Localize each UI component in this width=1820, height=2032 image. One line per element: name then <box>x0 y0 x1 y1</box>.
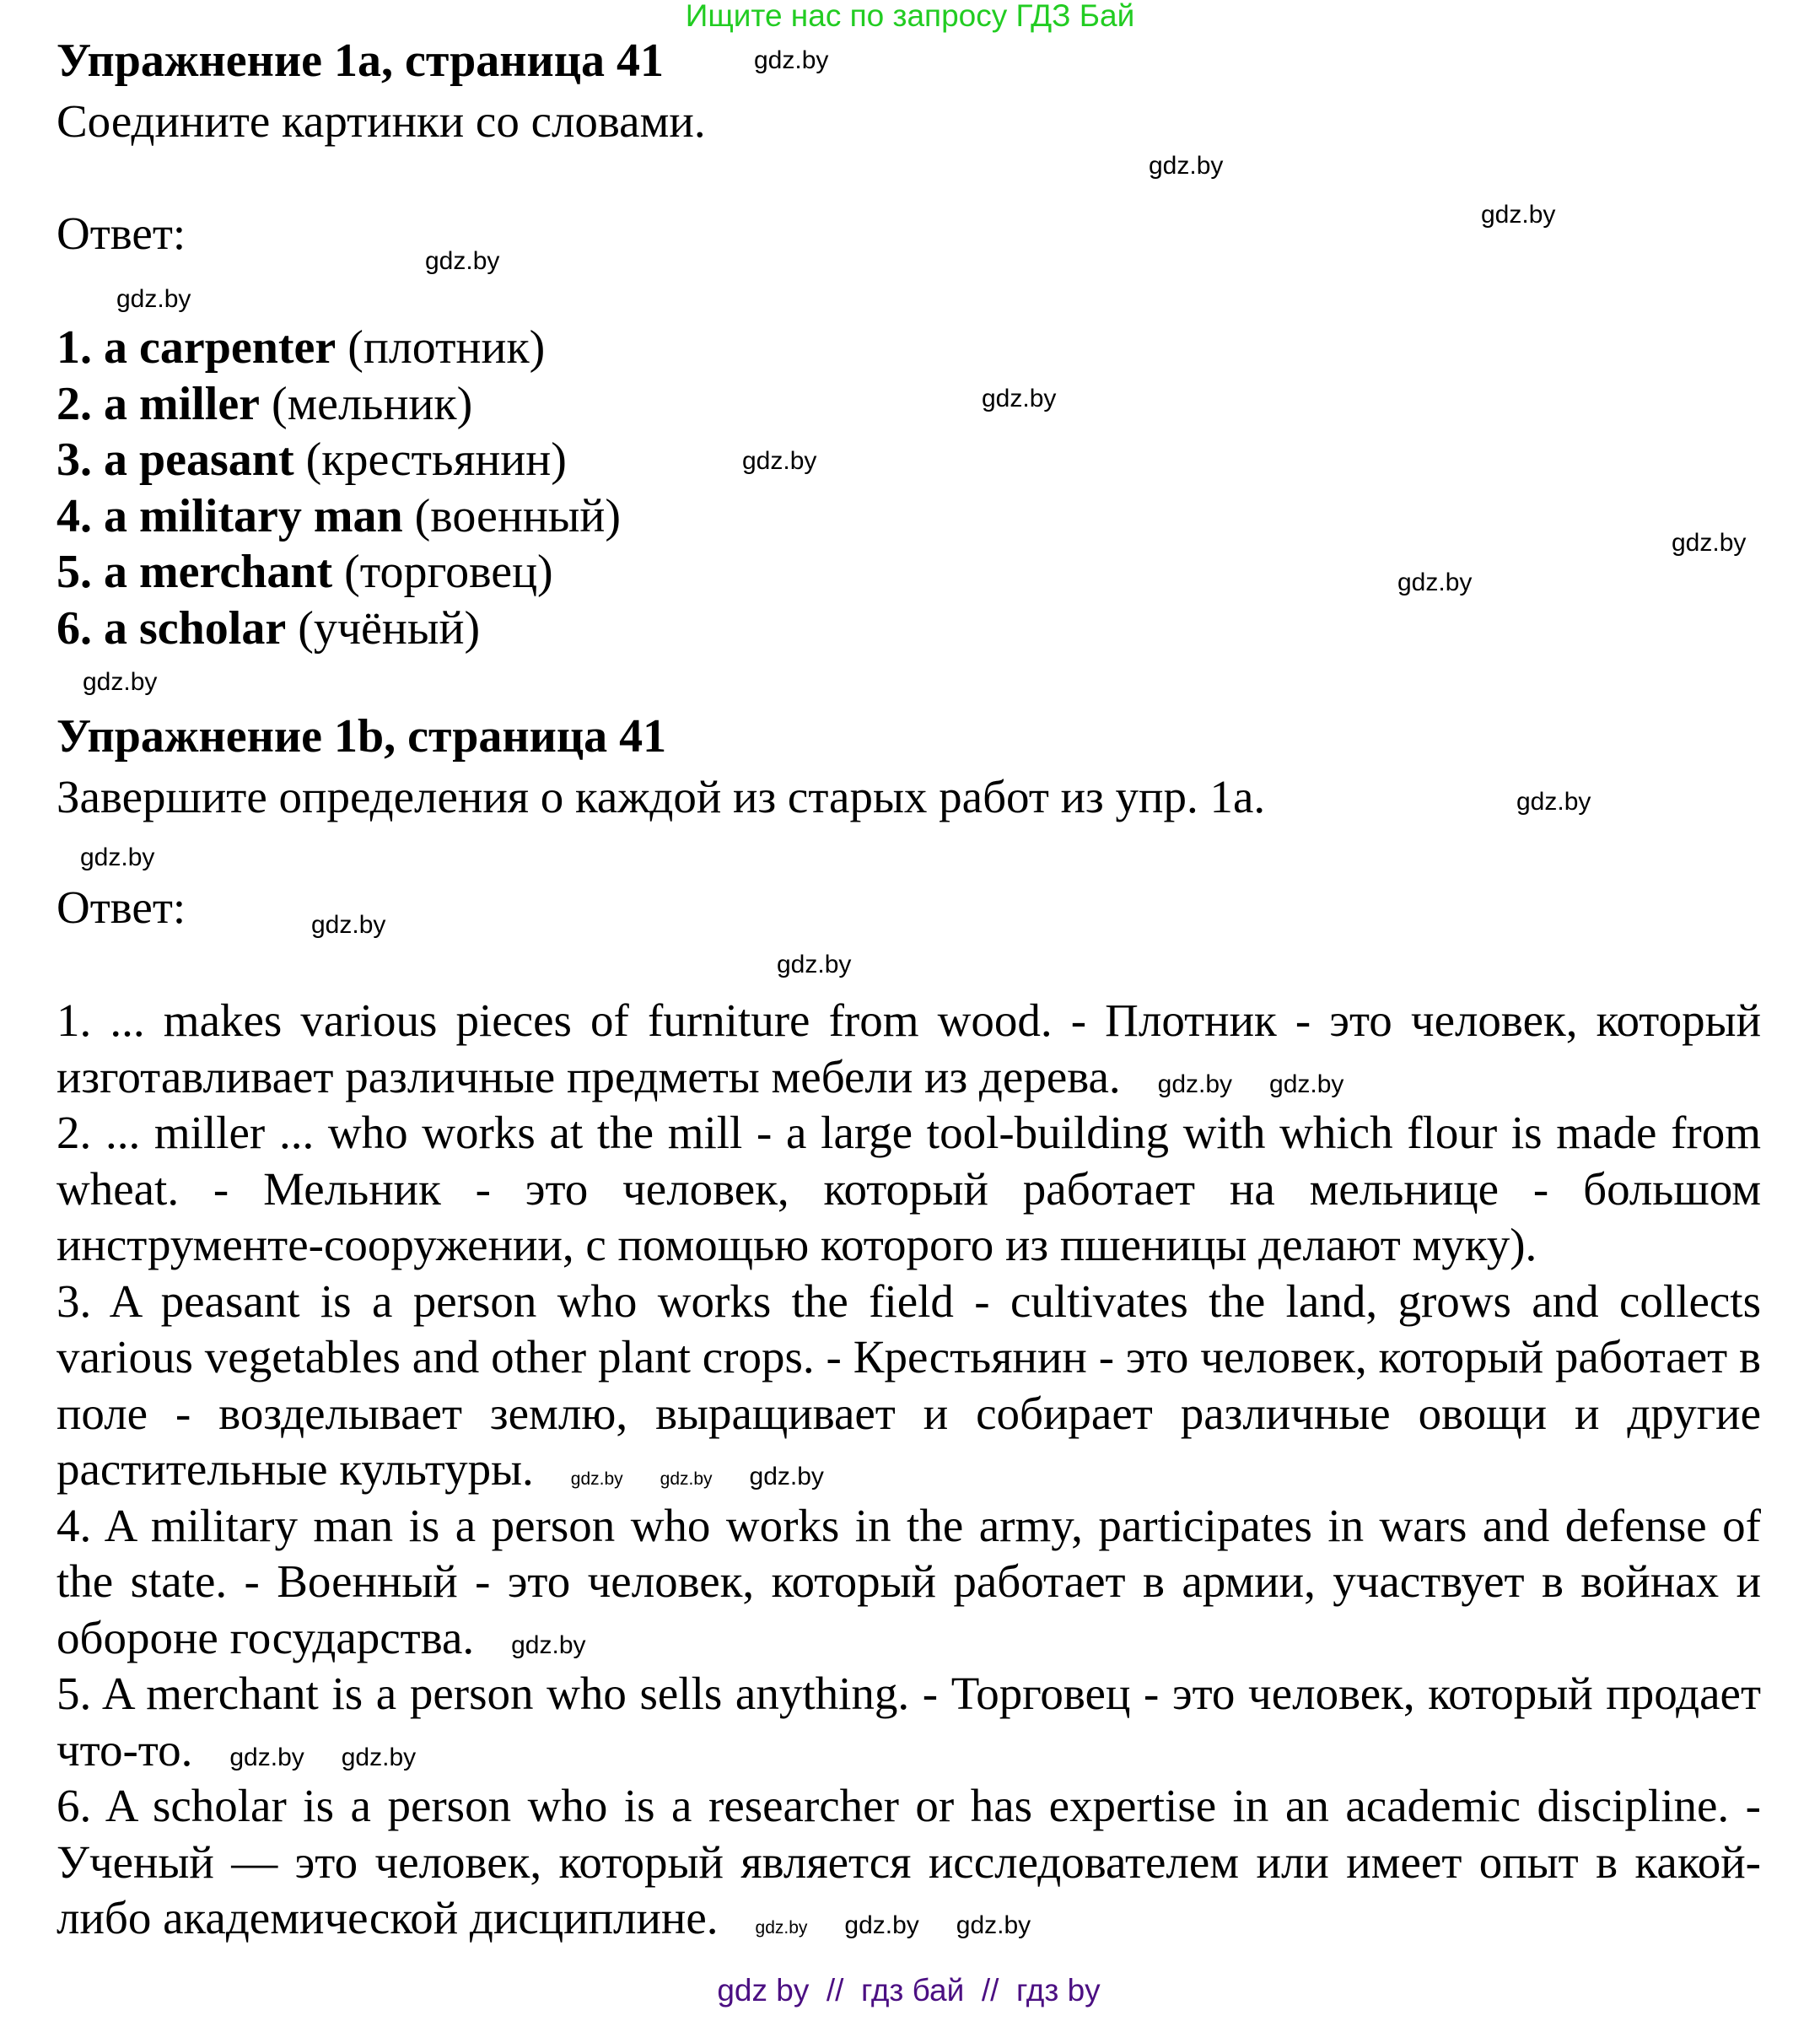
item-english: a miller <box>104 377 261 430</box>
answer-text: 6. A scholar is a person who is a researcher or has expertise in an academic discipline. - Ученый — это человек, который является исследователем или имеет опыт в какой-либо академической дисциплине. <box>57 1780 1761 1943</box>
item-russian: (мельник) <box>272 377 473 430</box>
list-item <box>57 544 621 601</box>
watermark: gdz.by <box>341 1743 417 1771</box>
watermark: gdz.by <box>956 1911 1031 1939</box>
item-number: 6. <box>57 601 92 655</box>
answer-paragraph <box>57 993 1761 1105</box>
watermark: gdz.by <box>1672 529 1747 557</box>
watermark: gdz.by <box>1157 1070 1233 1098</box>
exercise-1b-answer-label: Ответ: <box>57 881 186 933</box>
answer-text: 1. ... makes various pieces of furniture from wood. - Плотник - это человек, который изготавливает различные предметы мебели из дерева. <box>57 994 1761 1102</box>
watermark: gdz.by <box>570 1469 623 1489</box>
watermark: gdz.by <box>1269 1070 1344 1098</box>
watermark: gdz.by <box>1397 569 1473 596</box>
answer-paragraph <box>57 1498 1761 1667</box>
item-number: 1. <box>57 321 92 374</box>
exercise-1a-answer-list <box>57 320 621 656</box>
list-item <box>57 376 621 433</box>
watermark: gdz.by <box>777 951 852 978</box>
exercise-1b-task: Завершите определения о каждой из старых работ из упр. 1a. <box>57 771 1266 822</box>
item-russian: (учёный) <box>298 601 481 655</box>
footer-links[interactable]: gdz by // гдз бай // гдз by <box>717 1972 1101 2008</box>
watermark: gdz.by <box>83 668 158 696</box>
search-hint-banner[interactable]: Ищите нас по запросу ГДЗ Бай <box>685 0 1135 33</box>
item-russian: (крестьянин) <box>305 434 567 486</box>
item-number: 3. <box>57 434 92 486</box>
watermark: gdz.by <box>425 247 500 275</box>
exercise-1b-lower-section <box>57 993 1761 2009</box>
watermark: gdz.by <box>982 385 1057 412</box>
item-english: a carpenter <box>104 321 337 374</box>
watermark: gdz.by <box>80 844 155 871</box>
exercise-1b-title: Упражнение 1b, страница 41 <box>57 710 667 763</box>
watermark: gdz.by <box>660 1469 713 1489</box>
item-number: 4. <box>57 489 92 542</box>
answer-text: 5. A merchant is a person who sells anything. - Торговец - это человек, который продает что-то. <box>57 1668 1761 1776</box>
answer-text: 3. A peasant is a person who works the field - cultivates the land, grows and collects various vegetables and other plant crops. - Крестьянин - это человек, который работает в поле - возделывает землю, выращивает и собирает различные овощи и другие растительные культуры. <box>57 1275 1761 1495</box>
watermark: gdz.by <box>116 285 191 313</box>
answer-paragraph <box>57 1666 1761 1778</box>
exercise-1b-answers <box>57 993 1761 1947</box>
watermark: gdz.by <box>844 1911 919 1939</box>
answer-paragraph <box>57 1105 1761 1274</box>
item-russian: (торговец) <box>344 546 553 598</box>
item-number: 5. <box>57 546 92 598</box>
watermark: gdz.by <box>749 1463 824 1490</box>
item-english: a peasant <box>104 434 294 486</box>
watermark: gdz.by <box>1481 201 1556 229</box>
item-english: a merchant <box>104 546 333 598</box>
watermark: gdz.by <box>755 1918 808 1938</box>
exercise-1a-answer-label: Ответ: <box>57 208 186 259</box>
watermark: gdz.by <box>754 46 829 74</box>
watermark: gdz.by <box>1149 152 1224 180</box>
item-russian: (плотник) <box>347 321 546 374</box>
list-item <box>57 320 621 376</box>
exercise-1a-title: Упражнение 1a, страница 41 <box>57 35 665 87</box>
item-english: a scholar <box>104 601 287 655</box>
item-russian: (военный) <box>414 489 622 542</box>
watermark: gdz.by <box>311 911 386 939</box>
answer-paragraph <box>57 1274 1761 1498</box>
watermark: gdz.by <box>1516 788 1591 816</box>
list-item <box>57 432 621 488</box>
list-item <box>57 601 621 657</box>
watermark: gdz.by <box>229 1743 304 1771</box>
list-item <box>57 488 621 545</box>
item-english: a military man <box>104 489 403 542</box>
item-number: 2. <box>57 377 92 430</box>
exercise-1a-task: Соедините картинки со словами. <box>57 95 706 147</box>
watermark: gdz.by <box>742 447 817 475</box>
answer-paragraph <box>57 1778 1761 1947</box>
watermark: gdz.by <box>511 1630 586 1659</box>
answer-text: 4. A military man is a person who works in the army, participates in wars and defense of the state. - Военный - это человек, который работает в армии, участвует в войнах и обороне государства. <box>57 1499 1761 1663</box>
answer-text: 2. ... miller ... who works at the mill - a large tool-building with which flour is made from wheat. - Мельник - это человек, который работает на мельнице - большом инструменте-сооружении, с помощью которого из пшеницы делают муку). <box>57 1107 1761 1270</box>
